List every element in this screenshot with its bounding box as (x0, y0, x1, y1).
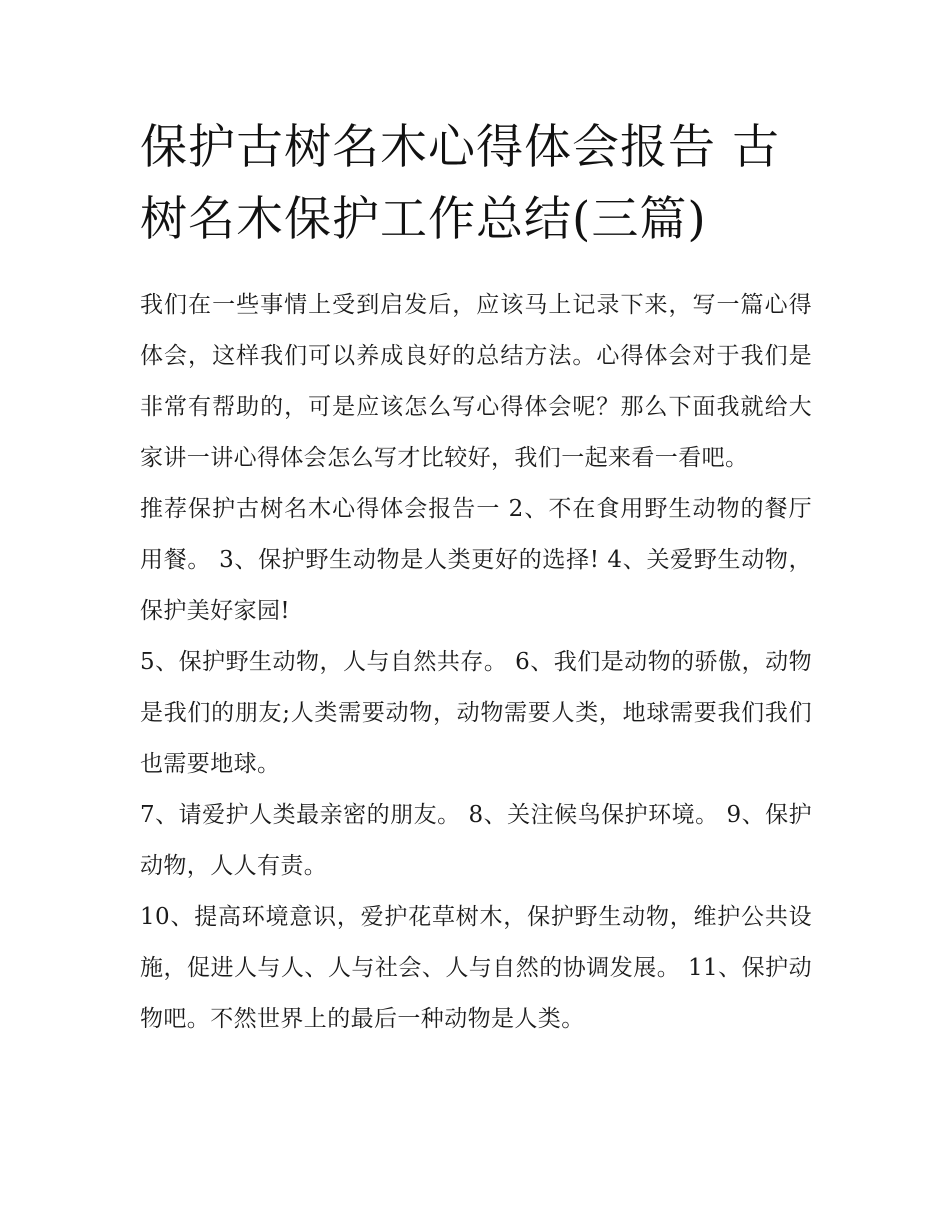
document-page (140, 112, 812, 1045)
paragraph-slogans-10-11: 10、提高环境意识，爱护花草树木，保护野生动物，维护公共设施，促进人与人、人与社会、人与自然的协调发展。 11、保护动物吧。不然世界上的最后一种动物是人类。 (140, 904, 812, 1032)
document-title: 保护古树名木心得体会报告 古树名木保护工作总结(三篇) (140, 120, 780, 247)
paragraph-recommendation: 推荐保护古树名木心得体会报告一 2、不在食用野生动物的餐厅用餐。 3、保护野生动物是人类更好的选择! 4、关爱野生动物，保护美好家园! (140, 496, 812, 624)
document-body (140, 280, 812, 1045)
paragraph-intro: 我们在一些事情上受到启发后，应该马上记录下来，写一篇心得体会，这样我们可以养成良好的总结方法。心得体会对于我们是非常有帮助的，可是应该怎么写心得体会呢？那么下面我就给大家讲一讲心得体会怎么写才比较好，我们一起来看一看吧。 (140, 292, 812, 471)
paragraph-slogans-5-6: 5、保护野生动物，人与自然共存。 6、我们是动物的骄傲，动物是我们的朋友;人类需要动物，动物需要人类，地球需要我们我们也需要地球。 (140, 649, 812, 777)
paragraph-slogans-7-9: 7、请爱护人类最亲密的朋友。 8、关注候鸟保护环境。 9、保护动物，人人有责。 (140, 802, 812, 879)
